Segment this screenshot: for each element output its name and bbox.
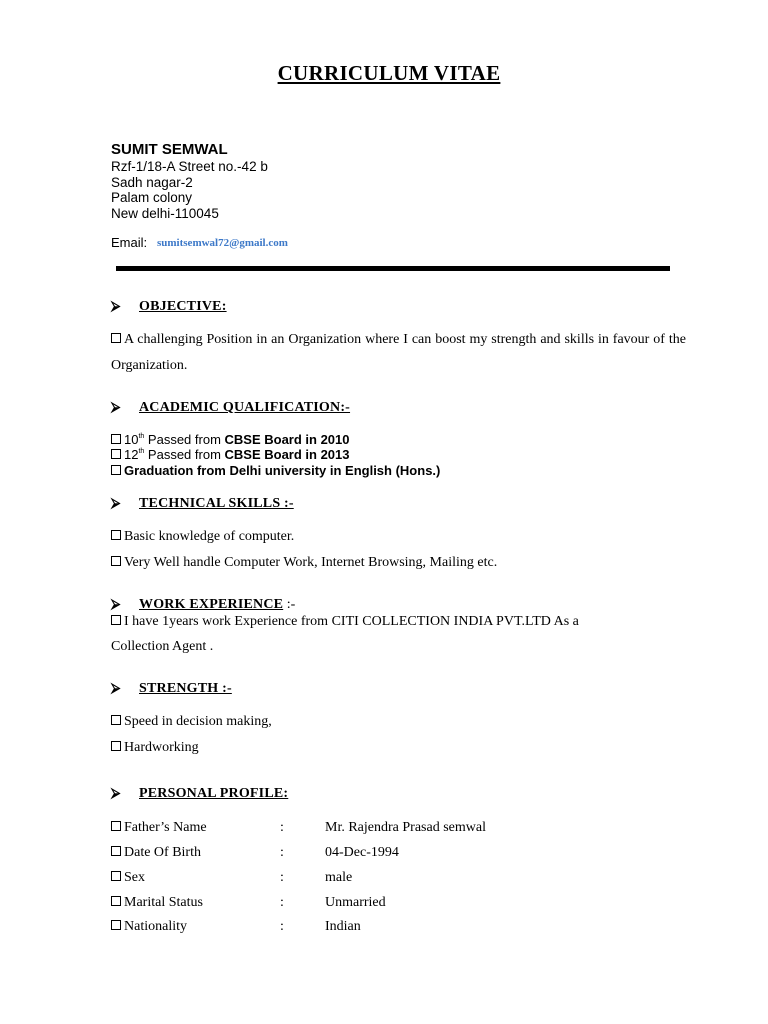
address-line: New delhi-110045: [111, 206, 219, 221]
profile-label: Sex: [111, 870, 145, 886]
checkbox-bullet-icon: [111, 530, 121, 540]
objective-text: A challenging Position in an Organization where I can boost my strength and skills in favour of the Organization.: [111, 332, 686, 373]
profile-separator: :: [280, 820, 284, 835]
address-line: Sadh nagar-2: [111, 175, 193, 190]
technical-item: Basic knowledge of computer.: [111, 529, 294, 545]
checkbox-bullet-icon: [111, 556, 121, 566]
checkbox-bullet-icon: [111, 920, 121, 930]
email-label: Email:: [111, 235, 148, 250]
strength-item: Speed in decision making,: [111, 714, 272, 730]
arrow-bullet-icon: ⮚: [111, 680, 121, 695]
technical-item: Very Well handle Computer Work, Internet Browsing, Mailing etc.: [111, 555, 497, 571]
profile-value: 04-Dec-1994: [325, 845, 399, 860]
profile-value: Unmarried: [325, 895, 386, 910]
checkbox-bullet-icon: [111, 871, 121, 881]
arrow-bullet-icon: ⮚: [111, 596, 121, 611]
arrow-bullet-icon: ⮚: [111, 298, 121, 313]
profile-separator: :: [280, 870, 284, 885]
email-link[interactable]: sumitsemwal72@gmail.com: [157, 237, 288, 249]
candidate-name: SUMIT SEMWAL: [111, 141, 228, 158]
profile-label: Father’s Name: [111, 820, 207, 836]
checkbox-bullet-icon: [111, 615, 121, 625]
profile-label: Marital Status: [111, 895, 203, 911]
arrow-bullet-icon: ⮚: [111, 399, 121, 414]
section-heading-personal: ⮚ PERSONAL PROFILE:: [111, 785, 289, 801]
profile-separator: :: [280, 919, 284, 934]
profile-value: Indian: [325, 919, 361, 934]
checkbox-bullet-icon: [111, 449, 121, 459]
arrow-bullet-icon: ⮚: [111, 495, 121, 510]
profile-label: Nationality: [111, 919, 187, 935]
section-heading-academic: ⮚ ACADEMIC QUALIFICATION:-: [111, 399, 351, 415]
profile-label: Date Of Birth: [111, 845, 201, 861]
section-heading-technical: ⮚ TECHNICAL SKILLS :-: [111, 495, 294, 511]
divider-rule: [116, 266, 670, 271]
work-text-line: I have 1years work Experience from CITI COLLECTION INDIA PVT.LTD As a: [111, 614, 579, 630]
section-heading-work: ⮚ WORK EXPERIENCE :-: [111, 596, 296, 612]
checkbox-bullet-icon: [111, 434, 121, 444]
checkbox-bullet-icon: [111, 821, 121, 831]
profile-separator: :: [280, 895, 284, 910]
checkbox-bullet-icon: [111, 846, 121, 856]
address-line: Rzf-1/18-A Street no.-42 b: [111, 159, 268, 174]
checkbox-bullet-icon: [111, 465, 121, 475]
profile-value: male: [325, 870, 353, 885]
academic-item: 12th Passed from CBSE Board in 2013: [111, 447, 350, 462]
academic-item: 10th Passed from CBSE Board in 2010: [111, 432, 350, 447]
checkbox-bullet-icon: [111, 896, 121, 906]
work-text-line: Collection Agent .: [111, 639, 214, 654]
profile-value: Mr. Rajendra Prasad semwal: [325, 820, 486, 835]
checkbox-bullet-icon: [111, 333, 121, 343]
checkbox-bullet-icon: [111, 715, 121, 725]
strength-item: Hardworking: [111, 740, 199, 756]
checkbox-bullet-icon: [111, 741, 121, 751]
document-title: CURRICULUM VITAE: [277, 61, 501, 85]
section-heading-strength: ⮚ STRENGTH :-: [111, 680, 232, 696]
address-line: Palam colony: [111, 190, 193, 205]
profile-separator: :: [280, 845, 284, 860]
academic-item: Graduation from Delhi university in English (Hons.): [111, 463, 440, 478]
section-heading-objective: ⮚ OBJECTIVE:: [111, 298, 227, 314]
arrow-bullet-icon: ⮚: [111, 785, 121, 800]
